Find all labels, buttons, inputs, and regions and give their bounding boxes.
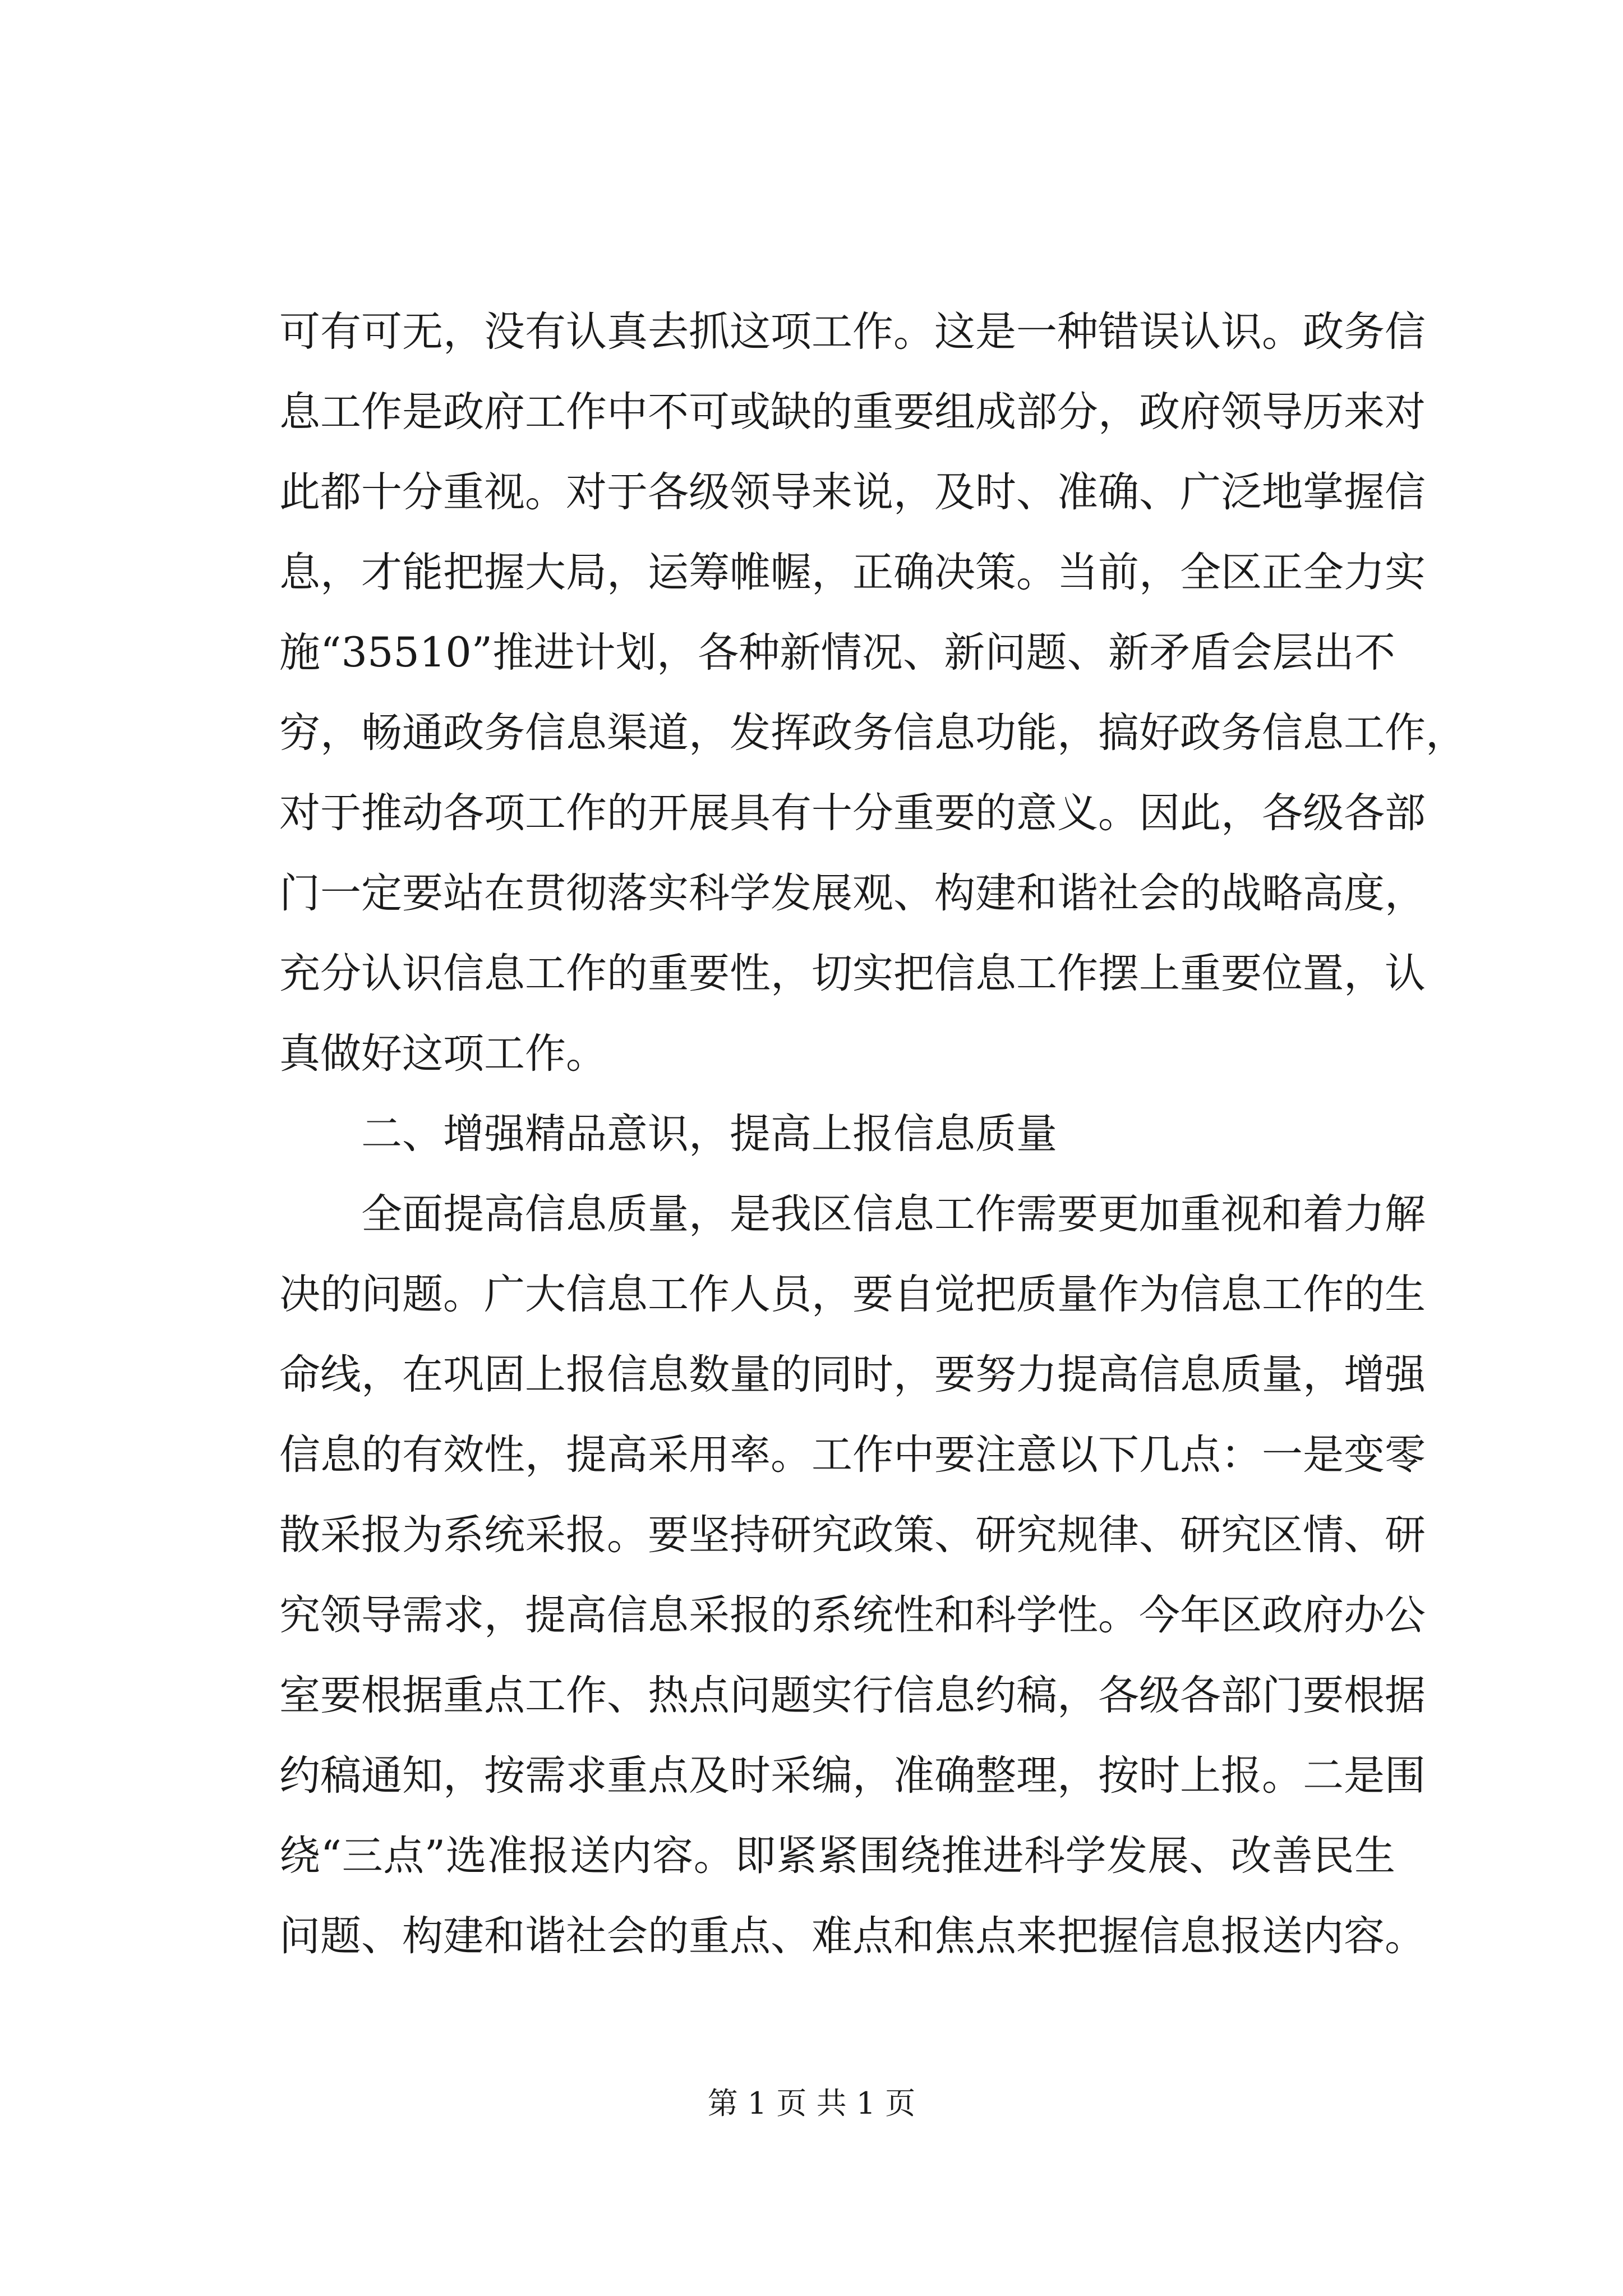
- paragraph-line: 施“35510”推进计划，各种新情况、新问题、新矛盾会层出不: [279, 629, 1395, 677]
- paragraph-line: 究领导需求，提高信息采报的系统性和科学性。今年区政府办公: [279, 1591, 1426, 1639]
- paragraph-line: 室要根据重点工作、热点问题实行信息约稿，各级各部门要根据: [279, 1672, 1426, 1719]
- document-body: [279, 292, 1467, 1976]
- section-heading: 二、增强精品意识，提高上报信息质量: [361, 1110, 1057, 1158]
- paragraph-line: 可有可无，没有认真去抓这项工作。这是一种错误认识。政务信: [279, 308, 1426, 356]
- page-number-footer: 第 1 页 共 1 页: [707, 2086, 916, 2121]
- paragraph-line: 息工作是政府工作中不可或缺的重要组成部分，政府领导历来对: [279, 388, 1426, 436]
- paragraph-line: 信息的有效性，提高采用率。工作中要注意以下几点：一是变零: [279, 1431, 1426, 1479]
- paragraph-line: 穷，畅通政务信息渠道，发挥政务信息功能，搞好政务信息工作，: [279, 709, 1467, 757]
- paragraph-first-line: 全面提高信息质量，是我区信息工作需要更加重视和着力解: [361, 1190, 1426, 1238]
- paragraph-line: 决的问题。广大信息工作人员，要自觉把质量作为信息工作的生: [279, 1271, 1426, 1318]
- paragraph-line: 息，才能把握大局，运筹帷幄，正确决策。当前，全区正全力实: [279, 549, 1426, 596]
- paragraph-line: 充分认识信息工作的重要性，切实把信息工作摆上重要位置，认: [279, 950, 1426, 997]
- paragraph-line: 真做好这项工作。: [279, 1030, 607, 1078]
- paragraph-line: 散采报为系统采报。要坚持研究政策、研究规律、研究区情、研: [279, 1511, 1426, 1559]
- paragraph-line: 对于推动各项工作的开展具有十分重要的意义。因此，各级各部: [279, 789, 1426, 837]
- paragraph-line: 命线，在巩固上报信息数量的同时，要努力提高信息质量，增强: [279, 1351, 1426, 1398]
- paragraph-line: 绕“三点”选准报送内容。即紧紧围绕推进科学发展、改善民生: [279, 1832, 1395, 1880]
- paragraph-line: 门一定要站在贯彻落实科学发展观、构建和谐社会的战略高度，: [279, 869, 1426, 917]
- paragraph-line: 约稿通知，按需求重点及时采编，准确整理，按时上报。二是围: [279, 1752, 1426, 1800]
- paragraph-line: 问题、构建和谐社会的重点、难点和焦点来把握信息报送内容。: [279, 1912, 1426, 1960]
- paragraph-line: 此都十分重视。对于各级领导来说，及时、准确、广泛地掌握信: [279, 468, 1426, 516]
